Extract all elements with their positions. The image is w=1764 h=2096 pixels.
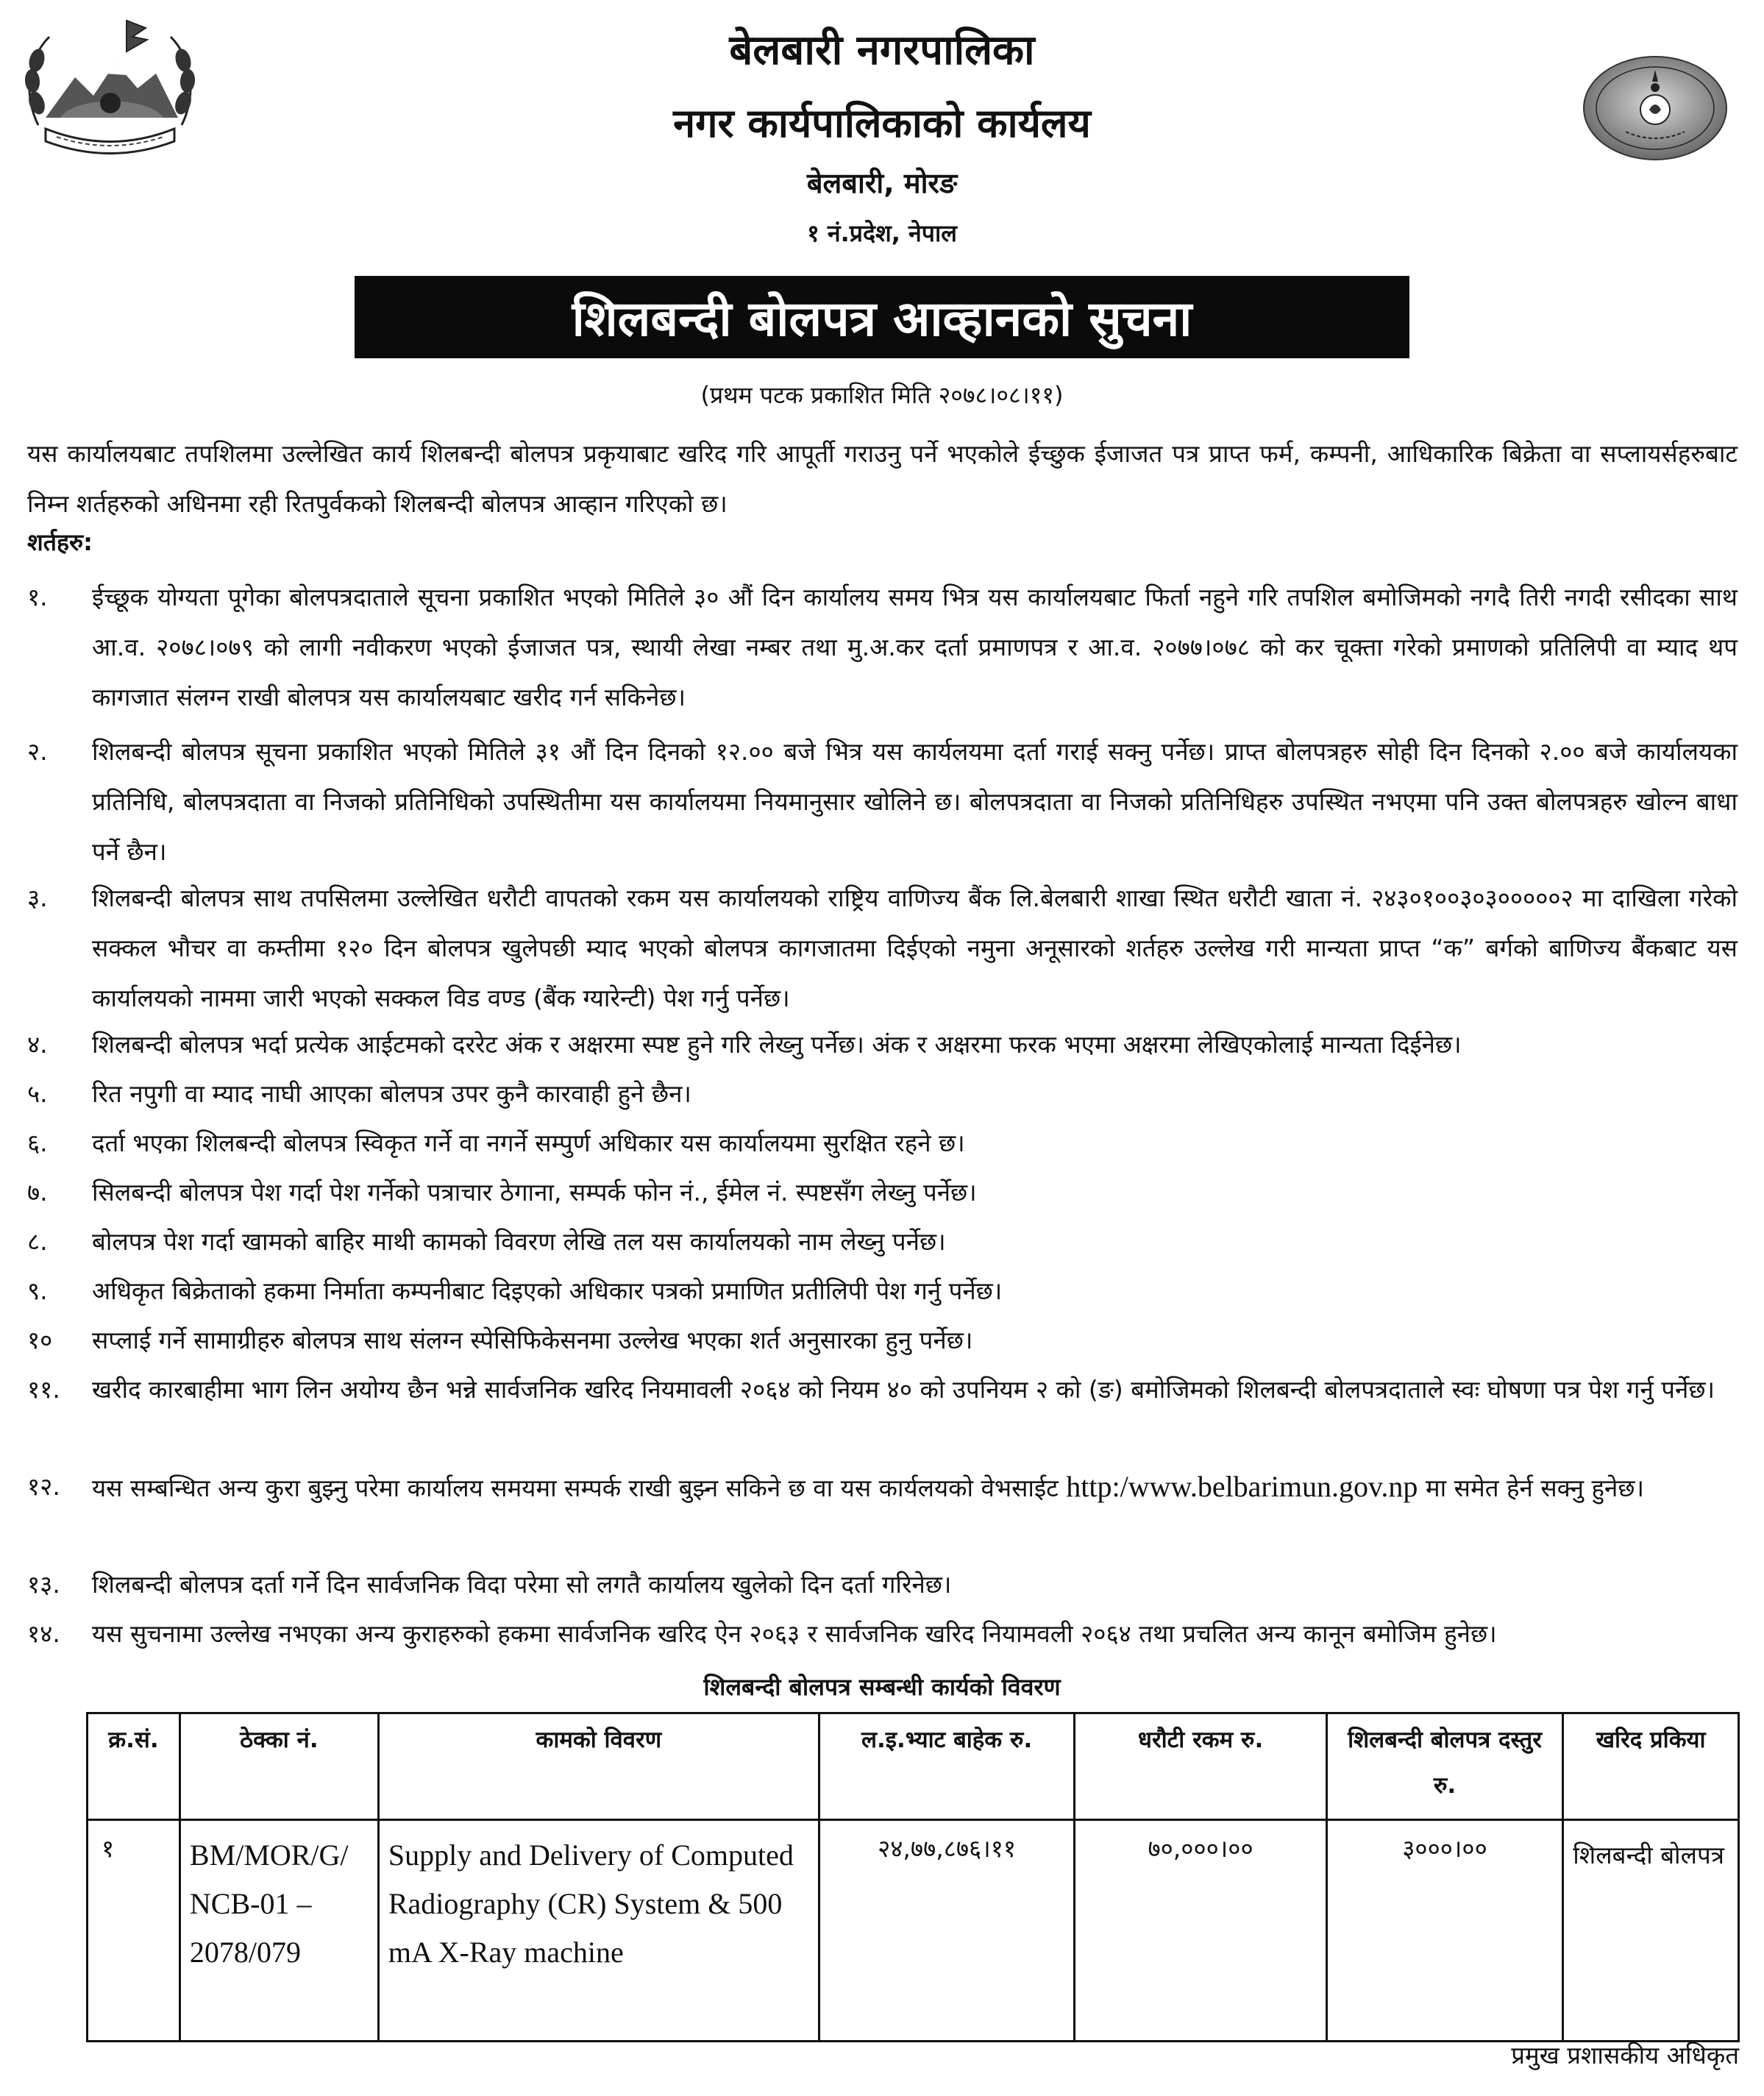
column-header: कामको विवरण [378,1713,819,1820]
condition-item [27,873,1738,1023]
condition-item [27,1168,1738,1218]
condition-text: शिलबन्दी बोलपत्र सूचना प्रकाशित भएको मितिले ३१ औं दिन दिनको १२.०० बजे भित्र यस कार्यलयमा दर्ता गराई सक्नु पर्नेछ। प्राप्त बोलपत्रहरु सोही दिन दिनको २.०० बजे कार्यालयका प्रतिनिधि, बोलपत्रदाता वा निजको प्रतिनिधिको उपस्थितीमा यस कार्यालयमा नियमानुसार खोलिने छ। बोलपत्रदाता वा निजको प्रतिनिधिहरु उपस्थित नभएमा पनि उक्त बोलपत्रहरु खोल्न बाधा पर्ने छैन। [92,737,1738,866]
condition-number: ६. [27,1129,48,1157]
contract-number-cell: BM/MOR/G/ NCB-01 – 2078/079 [179,1820,378,2042]
condition-text: रित नपुगी वा म्याद नाघी आएका बोलपत्र उपर कुनै कारवाही हुने छैन। [92,1079,691,1108]
office-address: बेलबारी, मोरङ [806,167,958,199]
serial-number-cell: १ [88,1820,180,2042]
condition-number: २. [27,737,48,766]
column-header: धरौटी रकम रु. [1075,1713,1326,1820]
condition-number: ९. [27,1276,48,1305]
condition-text-part: मा समेत हेर्न सक्नु हुनेछ। [1418,1474,1644,1502]
condition-item [27,1560,1738,1610]
column-header: खरिद प्रकिया [1563,1713,1739,1820]
condition-text: बोलपत्र पेश गर्दा खामको बाहिर माथी कामको विवरण लेखि तल यस कार्यालयको नाम लेख्नु पर्नेछ। [92,1227,946,1256]
table-header-row [88,1713,1739,1820]
deposit-amount-cell: ७०,०००।०० [1075,1820,1326,2042]
condition-number: ३. [27,884,48,912]
condition-text: शिलबन्दी बोलपत्र दर्ता गर्ने दिन सार्वजनिक विदा परेमा सो लगतै कार्यालय खुलेको दिन दर्ता गरिनेछ। [92,1570,952,1599]
table-row [88,1820,1739,2042]
condition-item [27,727,1738,877]
publication-date: (प्रथम पटक प्रकाशित मिति २०७८।०८।११) [700,381,1064,409]
works-table [86,1712,1740,2042]
column-header: क्र.सं. [88,1713,180,1820]
office-name: नगर कार्यपालिकाको कार्यलय [673,100,1091,146]
condition-number: १० [27,1326,53,1354]
conditions-heading: शर्तहरु: [27,528,93,556]
condition-number: ४. [27,1030,48,1059]
condition-item [27,1266,1738,1316]
condition-text: यस सुचनामा उल्लेख नभएका अन्य कुराहरुको हकमा सार्वजनिक खरिद ऐन २०६३ र सार्वजनिक खरिद नियामवली २०६४ तथा प्रचलित अन्य कानून बमोजिम हुनेछ। [92,1619,1497,1648]
condition-text: खरीद कारबाहीमा भाग लिन अयोग्य छैन भन्ने सार्वजनिक खरिद नियमावली २०६४ को नियम ४० को उपनियम २ को (ङ) बमोजिमको शिलबन्दी बोलपत्रदाताले स्वः घोषणा पत्र पेश गर्नु पर्नेछ। [92,1375,1715,1404]
condition-number: १२. [27,1472,60,1501]
column-header: ठेक्का नं. [179,1713,378,1820]
intro-paragraph: यस कार्यालयबाट तपशिलमा उल्लेखित कार्य शिलबन्दी बोलपत्र प्रकृयाबाट खरिद गरि आपूर्ती गराउनु पर्ने भएकोले ईच्छुक ईजाजत पत्र प्राप्त फर्म, कम्पनी, आधिकारिक बिक्रेता वा सप्लायर्सहरुबाट निम्न शर्तहरुको अधिनमा रही रितपुर्वकको शिलबन्दी बोलपत्र आव्हान गरिएको छ। [27,439,1738,518]
condition-number: १३. [27,1570,60,1599]
condition-number: १. [27,583,48,611]
office-province: १ नं.प्रदेश, नेपाल [807,219,957,247]
condition-text-part: यस सम्बन्धित अन्य कुरा बुझ्नु परेमा कार्यालय समयमा सम्पर्क राखी बुझ्न सकिने छ वा यस कार्यलयको वेभसाईट [92,1474,1067,1502]
condition-text: शिलबन्दी बोलपत्र भर्दा प्रत्येक आईटमको दररेट अंक र अक्षरमा स्पष्ट हुने गरि लेख्नु पर्नेछ। अंक र अक्षरमा फरक भएमा अक्षरमा लेखिएकोलाई मान्यता दिईनेछ। [92,1030,1462,1059]
condition-item [27,1069,1738,1119]
condition-text [92,1462,1738,1513]
condition-text: सप्लाई गर्ने सामाग्रीहरु बोलपत्र साथ संलग्न स्पेसिफिकेसनमा उल्लेख भएका शर्त अनुसारका हुनु पर्नेछ। [92,1326,973,1354]
condition-text: ईच्छूक योग्यता पूगेका बोलपत्रदाताले सूचना प्रकाशित भएको मितिले ३० औं दिन कार्यालय समय भित्र यस कार्यालयबाट फिर्ता नहुने गरि तपशिल बमोजिमको नगदै तिरी नगदी रसीदका साथ आ.व. २०७८।०७९ को लागी नवीकरण भएको ईजाजत पत्र, स्थायी लेखा नम्बर तथा मु.अ.कर दर्ता प्रमाणपत्र र आ.व. २०७७।०७८ को कर चूक्ता गरेको प्रमाणको प्रतिलिपी वा म्याद थप कागजात संलग्न राखी बोलपत्र यस कार्यालयबाट खरीद गर्न सकिनेछ। [92,583,1738,711]
condition-item [27,1217,1738,1267]
condition-number: ५. [27,1079,48,1108]
bid-fee-cell: ३०००।०० [1326,1820,1562,2042]
condition-item [27,1365,1738,1415]
works-table-title: शिलबन्दी बोलपत्र सम्बन्धी कार्यको विवरण [703,1673,1061,1701]
condition-text: दर्ता भएका शिलबन्दी बोलपत्र स्विकृत गर्ने वा नगर्ने सम्पुर्ण अधिकार यस कार्यालयमा सुरक्षित रहने छ। [92,1129,965,1157]
column-header: शिलबन्दी बोलपत्र दस्तुर रु. [1326,1713,1562,1820]
condition-number: १४. [27,1619,60,1648]
condition-item [27,1118,1738,1168]
condition-text: अधिकृत बिक्रेताको हकमा निर्माता कम्पनीबाट दिइएको अधिकार पत्रको प्रमाणित प्रतीलिपी पेश गर्नु पर्नेछ। [92,1276,1003,1305]
condition-item [27,572,1738,722]
website-link[interactable]: http:/www.belbarimun.gov.np [1066,1470,1418,1503]
condition-item [27,1462,1738,1513]
condition-item [27,1020,1738,1070]
condition-number: ८. [27,1227,48,1256]
condition-text: शिलबन्दी बोलपत्र साथ तपसिलमा उल्लेखित धरौटी वापतको रकम यस कार्यालयको राष्ट्रिय वाणिज्य बैंक लि.बेलबारी शाखा स्थित धरौटी खाता नं. २४३०१००३०३०००००२ मा दाखिला गरेको सक्कल भौचर वा कम्तीमा १२० दिन बोलपत्र खुलेपछी म्याद भएको बोलपत्र कागजातमा दिईएको नमुना अनूसारको शर्तहरु उल्लेख गरी मान्यता प्राप्त “क” बर्गको बाणिज्य बैंकबाट यस कार्यालयको नाममा जारी भएको सक्कल विड वण्ड (बैंक ग्यारेन्टी) पेश गर्नु पर्नेछ। [92,884,1738,1012]
column-header: ल.इ.भ्याट बाहेक रु. [819,1713,1075,1820]
condition-number: ७. [27,1178,48,1207]
notice-title: शिलबन्दी बोलपत्र आव्हानको सुचना [355,276,1409,358]
work-description-cell: Supply and Delivery of Computed Radiography (CR) System & 500 mA X-Ray machine [378,1820,819,2042]
procurement-method-cell: शिलबन्दी बोलपत्र [1563,1820,1739,2042]
cost-estimate-cell: २४,७७,८७६।११ [819,1820,1075,2042]
signatory: प्रमुख प्रशासकीय अधिकृत [1511,2041,1739,2070]
municipality-name: बेलबारी नगरपालिका [729,26,1035,74]
condition-text: सिलबन्दी बोलपत्र पेश गर्दा पेश गर्नेको पत्राचार ठेगाना, सम्पर्क फोन नं., ईमेल नं. स्पष्टसँग लेख्नु पर्नेछ। [92,1178,977,1207]
condition-item [27,1609,1738,1659]
condition-item [27,1315,1738,1365]
condition-number: ११. [27,1375,60,1404]
